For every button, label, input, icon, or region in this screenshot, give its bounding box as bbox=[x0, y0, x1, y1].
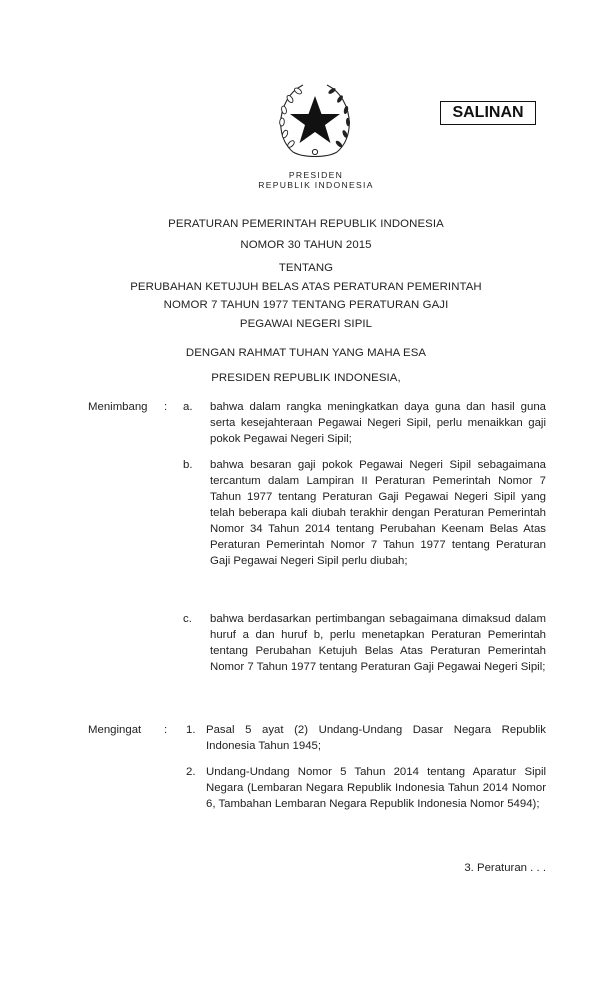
mengingat-item-1-mark: 1. bbox=[186, 724, 196, 736]
menimbang-item-a-mark: a. bbox=[183, 401, 193, 413]
salinan-stamp: SALINAN bbox=[440, 101, 536, 125]
menimbang-item-c: bahwa berdasarkan pertimbangan sebagaimana dimaksud dalam huruf a dan huruf b, perlu menetapkan Peraturan Pemerintah tentang Perubahan Ketujuh Belas Atas Peraturan Pemerintah Nomor 7 Tahun 1977 tentang Peraturan Gaji Pegawai Negeri Sipil; bbox=[210, 613, 546, 673]
invocation: DENGAN RAHMAT TUHAN YANG MAHA ESA bbox=[185, 347, 427, 359]
office-title bbox=[206, 170, 426, 190]
regulation-subject-line1: PERUBAHAN KETUJUH BELAS ATAS PERATURAN PEMERINTAH bbox=[130, 281, 482, 293]
menimbang-item-c-mark: c. bbox=[183, 613, 192, 625]
page-continuation: 3. Peraturan . . . bbox=[464, 862, 546, 874]
menimbang-item-b: bahwa besaran gaji pokok Pegawai Negeri Sipil sebagaimana tercantum dalam Lampiran II Peraturan Pemerintah Nomor 7 Tahun 1977 tentang Peraturan Gaji Pegawai Negeri Sipil yang telah beberapa kali diubah terakhir dengan Peraturan Pemerintah Nomor 34 Tahun 2014 tentang Perubahan Keenam Belas Atas Peraturan Pemerintah Nomor 7 Tahun 1977 tentang Peraturan Gaji Pegawai Negeri Sipil perlu diubah; bbox=[210, 459, 546, 567]
regulation-about: TENTANG bbox=[278, 262, 334, 274]
menimbang-label: Menimbang bbox=[88, 401, 148, 413]
mengingat-item-1: Pasal 5 ayat (2) Undang-Undang Dasar Negara Republik Indonesia Tahun 1945; bbox=[206, 724, 546, 752]
regulation-number: NOMOR 30 TAHUN 2015 bbox=[240, 239, 372, 251]
mengingat-item-2-mark: 2. bbox=[186, 766, 196, 778]
menimbang-item-a: bahwa dalam rangka meningkatkan daya guna dan hasil guna serta kesejahteraan Pegawai Negeri Sipil, perlu menaikkan gaji pokok Pegawai Negeri Sipil; bbox=[210, 401, 546, 445]
regulation-subject-line3: PEGAWAI NEGERI SIPIL bbox=[239, 318, 373, 330]
mengingat-label: Mengingat bbox=[88, 724, 142, 736]
menimbang-colon: : bbox=[164, 401, 168, 413]
regulation-title: PERATURAN PEMERINTAH REPUBLIK INDONESIA bbox=[168, 218, 444, 230]
regulation-subject-line2: NOMOR 7 TAHUN 1977 TENTANG PERATURAN GAJI bbox=[163, 299, 449, 311]
office-line-presiden: PRESIDEN bbox=[288, 170, 344, 180]
office-line-republik: REPUBLIK INDONESIA bbox=[258, 180, 374, 190]
authority-line: PRESIDEN REPUBLIK INDONESIA, bbox=[211, 372, 401, 384]
mengingat-item-2: Undang-Undang Nomor 5 Tahun 2014 tentang Aparatur Sipil Negara (Lembaran Negara Republik Indonesia Tahun 2014 Nomor 6, Tambahan Lembaran Negara Republik Indonesia Nomor 5494); bbox=[206, 766, 546, 810]
mengingat-colon: : bbox=[164, 724, 168, 736]
presidential-seal-icon bbox=[273, 78, 357, 162]
menimbang-item-b-mark: b. bbox=[183, 459, 193, 471]
